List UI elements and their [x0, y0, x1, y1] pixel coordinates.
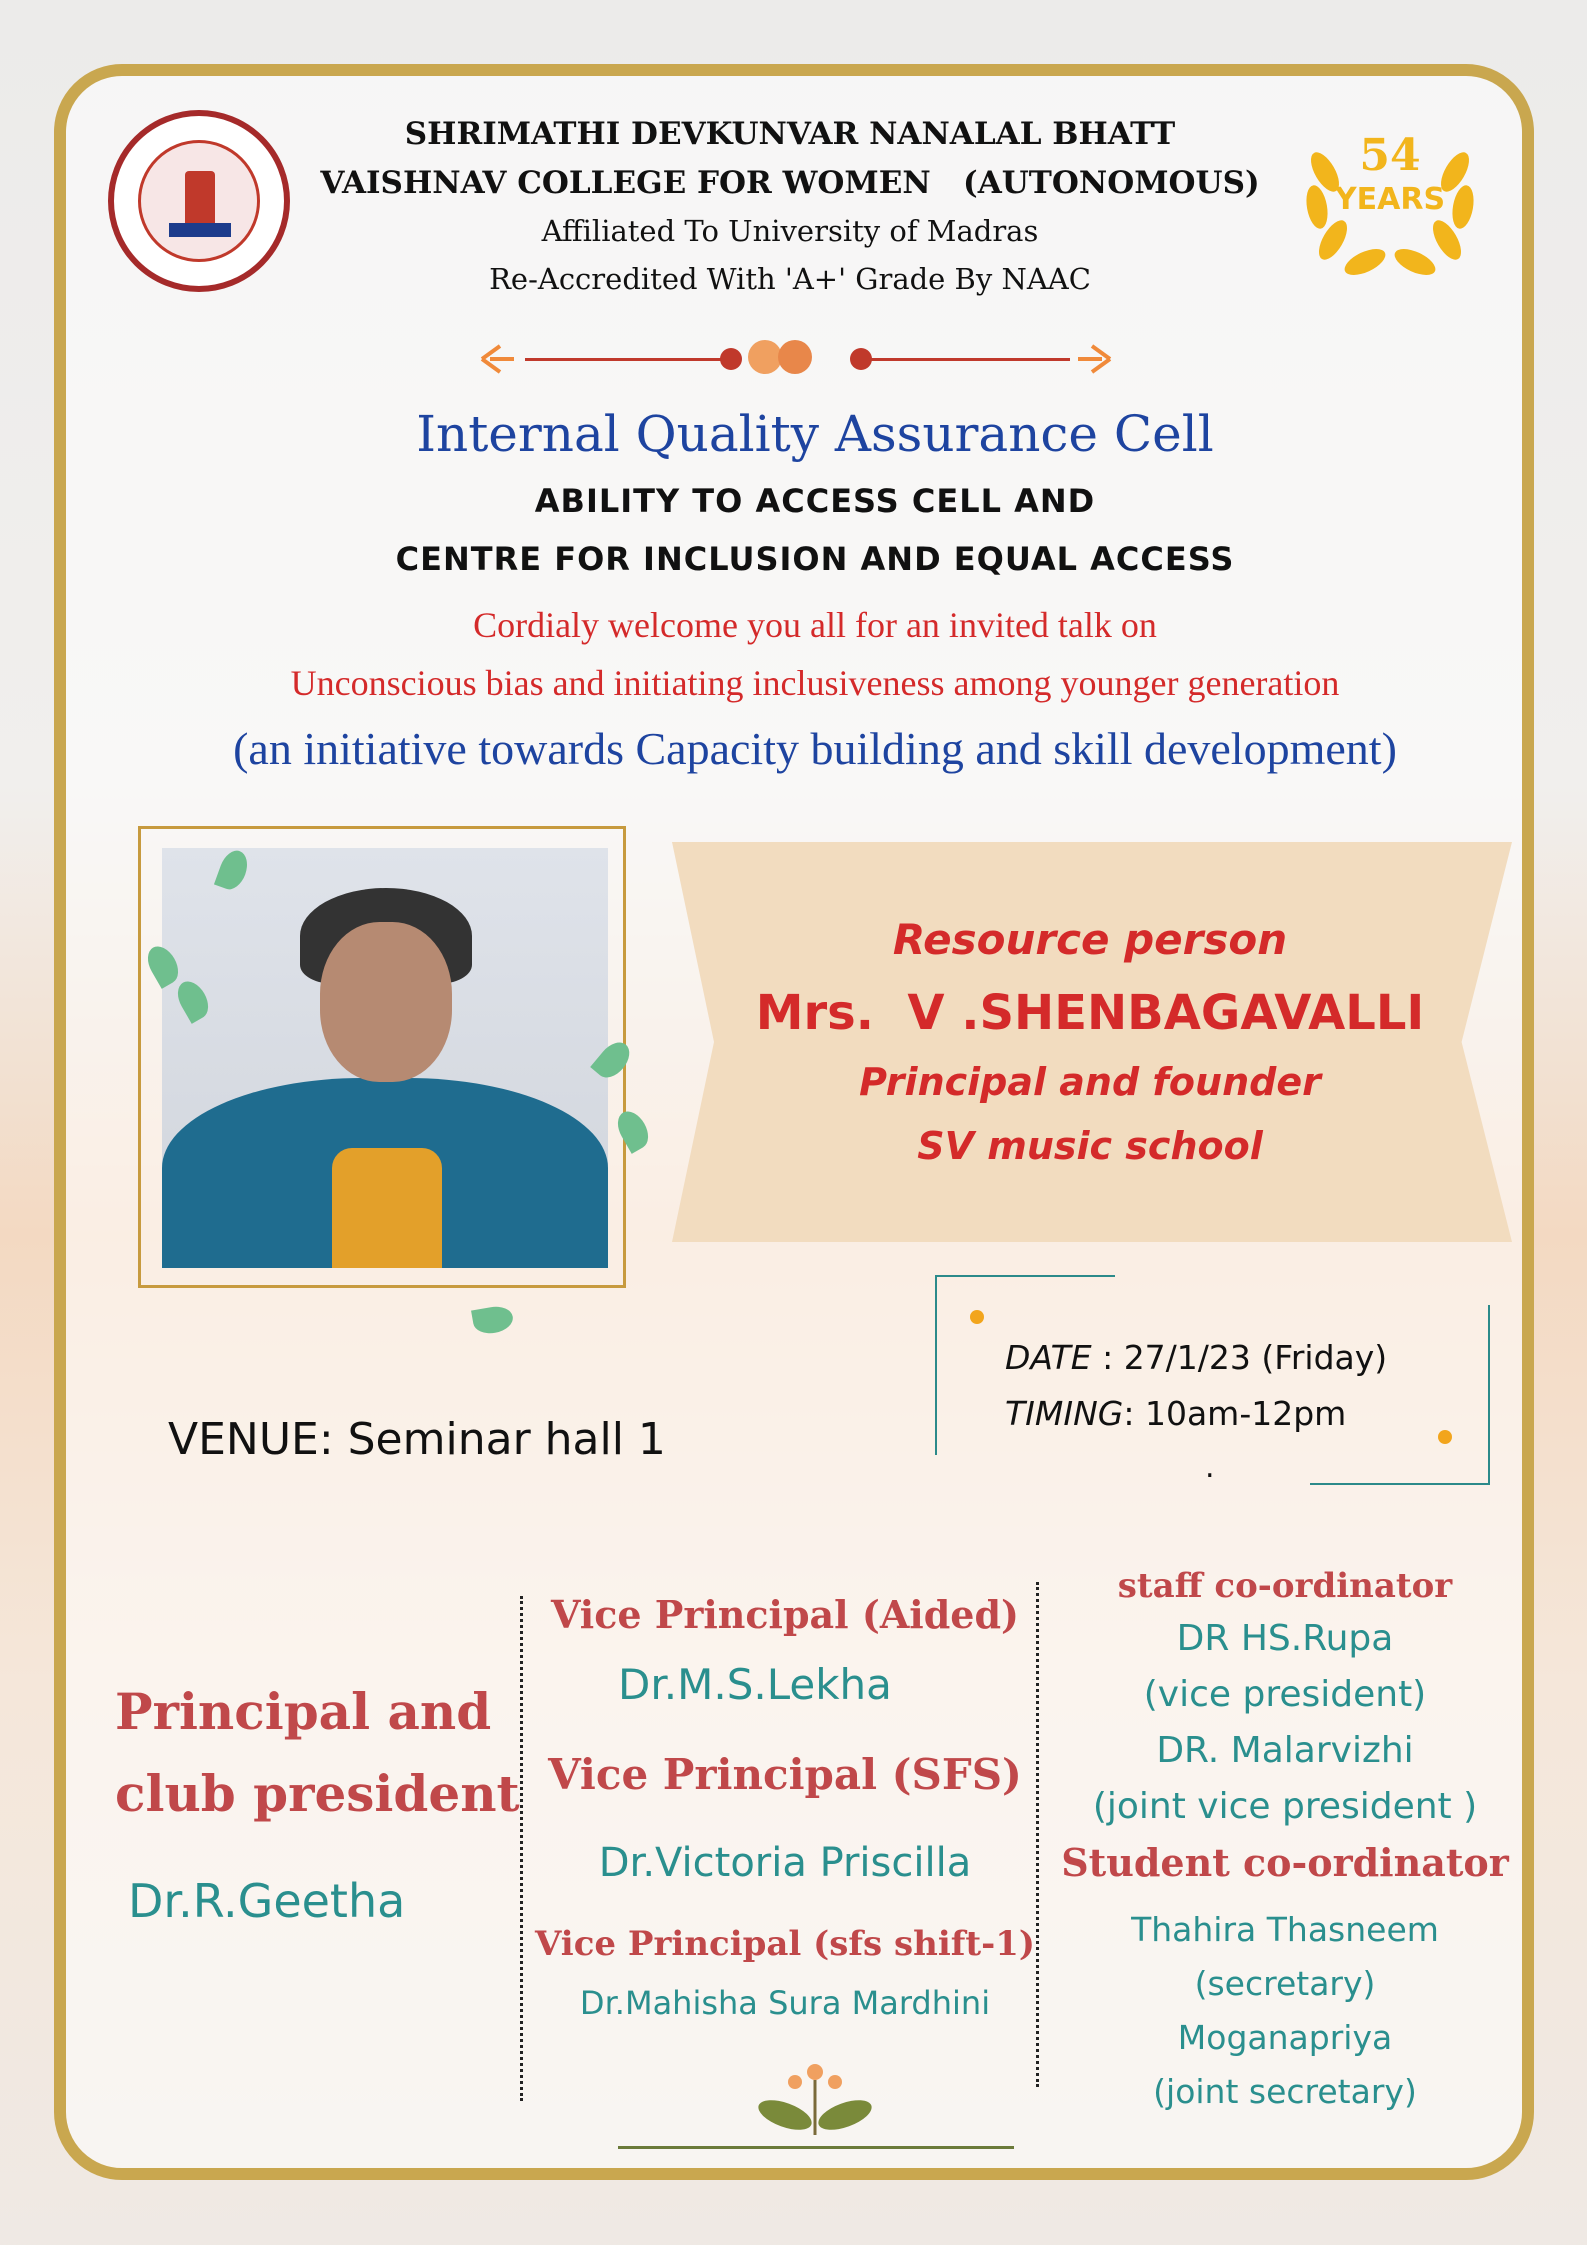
date-value: : 27/1/23 (Friday): [1091, 1338, 1388, 1377]
talk-topic: Unconscious bias and initiating inclusiveness among younger generation: [290, 663, 1340, 703]
timing-label: TIMING: [1005, 1394, 1124, 1433]
staff-coordinator-2-role: (joint vice president ): [1092, 1786, 1478, 1827]
date-line: [1005, 1338, 1475, 1377]
org-line1: ABILITY TO ACCESS CELL AND: [534, 482, 1096, 520]
flourish-left-icon: [480, 344, 516, 374]
bottom-divider: [618, 2146, 1014, 2149]
flower-ornament-icon: [755, 2060, 875, 2140]
sun-icon: [965, 1305, 989, 1329]
date-label: DATE: [1005, 1338, 1092, 1377]
student-coordinator-title: Student co-ordinator: [1061, 1840, 1509, 1885]
vp-aided-name: Dr.M.S.Lekha: [618, 1660, 892, 1709]
affiliation: Affiliated To University of Madras: [541, 214, 1039, 248]
resource-heading: Resource person: [892, 915, 1288, 964]
logo-emblem: [138, 140, 260, 262]
staff-coordinator-1: DR HS.Rupa: [1176, 1618, 1394, 1659]
timing-line: [1005, 1394, 1475, 1433]
accreditation: Re-Accredited With 'A+' Grade By NAAC: [489, 262, 1091, 296]
resource-org: SV music school: [917, 1124, 1263, 1168]
staff-coordinator-2: DR. Malarvizhi: [1156, 1730, 1414, 1771]
vp-shift-title: Vice Principal (sfs shift-1): [535, 1924, 1035, 1964]
iqac-title: Internal Quality Assurance Cell: [416, 405, 1214, 463]
venue-text: VENUE: Seminar hall 1: [168, 1414, 666, 1465]
principal-title-line1: Principal and: [115, 1682, 492, 1741]
principal-name: Dr.R.Geetha: [128, 1874, 406, 1928]
badge-number: 54: [1359, 130, 1421, 181]
college-name-line1: SHRIMATHI DEVKUNVAR NANALAL BHATT: [404, 116, 1176, 152]
staff-coordinator-1-role: (vice president): [1143, 1674, 1427, 1715]
welcome-text: Cordialy welcome you all for an invited talk on: [473, 605, 1157, 645]
student-coordinator-1: Thahira Thasneem: [1131, 1910, 1439, 1949]
student-coordinator-1-role: (secretary): [1194, 1964, 1376, 2003]
principal-title-line2: club president: [115, 1764, 520, 1823]
badge-label: YEARS: [1334, 182, 1446, 217]
vp-sfs-name: Dr.Victoria Priscilla: [598, 1840, 972, 1886]
ornament-divider: [480, 340, 1110, 380]
staff-coordinator-title: staff co-ordinator: [1117, 1566, 1453, 1606]
student-coordinator-2: Moganapriya: [1177, 2018, 1393, 2057]
initiative-text: (an initiative towards Capacity building and skill development): [233, 723, 1397, 774]
resource-name: Mrs. V .SHENBAGAVALLI: [755, 985, 1425, 1041]
college-name-line2: VAISHNAV COLLEGE FOR WOMEN (AUTONOMOUS): [320, 165, 1260, 201]
vp-sfs-title: Vice Principal (SFS): [548, 1750, 1022, 1799]
divider-left: [520, 1596, 523, 2101]
resource-banner: [672, 842, 1512, 1242]
flourish-right-icon: [1076, 344, 1112, 374]
resource-role: Principal and founder: [859, 1060, 1321, 1104]
anniversary-badge: [1295, 112, 1485, 282]
org-line2: CENTRE FOR INCLUSION AND EQUAL ACCESS: [395, 540, 1235, 578]
college-logo: [108, 110, 290, 292]
resource-person-photo: [162, 848, 608, 1268]
vp-shift-name: Dr.Mahisha Sura Mardhini: [579, 1984, 991, 2022]
timing-value: : 10am-12pm: [1123, 1394, 1347, 1433]
vp-aided-title: Vice Principal (Aided): [550, 1592, 1020, 1637]
schedule-dot: .: [1205, 1450, 1215, 1485]
student-coordinator-2-role: (joint secretary): [1153, 2072, 1417, 2111]
